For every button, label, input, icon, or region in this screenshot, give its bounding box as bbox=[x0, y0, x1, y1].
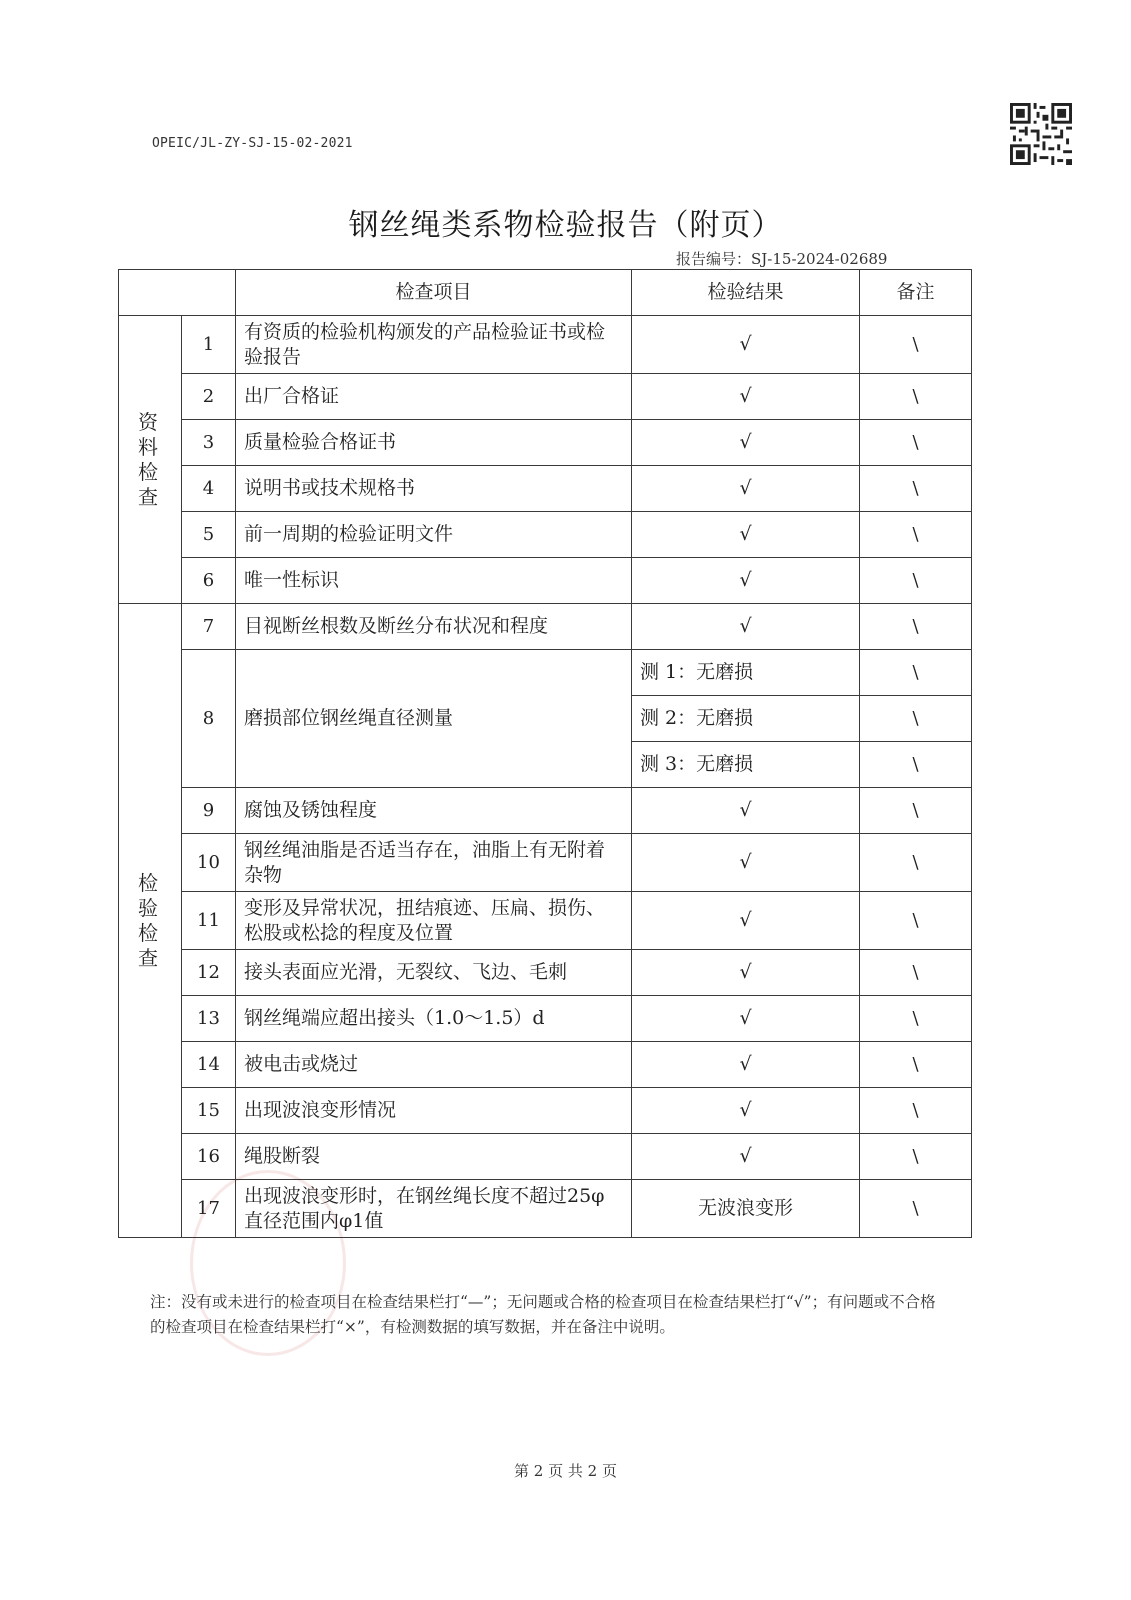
row-subresult: 测 1：无磨损 bbox=[632, 650, 860, 696]
row-number: 9 bbox=[182, 788, 236, 834]
row-note: \ bbox=[860, 512, 972, 558]
row-note: \ bbox=[860, 950, 972, 996]
row-item: 有资质的检验机构颁发的产品检验证书或检验报告 bbox=[236, 316, 632, 374]
row-note: \ bbox=[860, 558, 972, 604]
category-inspection: 检验检查 bbox=[119, 604, 182, 1238]
row-item: 钢丝绳端应超出接头（1.0～1.5）d bbox=[236, 996, 632, 1042]
table-row bbox=[119, 466, 972, 512]
row-note: \ bbox=[860, 996, 972, 1042]
row-number: 7 bbox=[182, 604, 236, 650]
row-number: 10 bbox=[182, 834, 236, 892]
row-item: 被电击或烧过 bbox=[236, 1042, 632, 1088]
table-row bbox=[119, 1042, 972, 1088]
row-result: √ bbox=[632, 466, 860, 512]
row-note: \ bbox=[860, 420, 972, 466]
row-note: \ bbox=[860, 742, 972, 788]
row-note: \ bbox=[860, 604, 972, 650]
table-row bbox=[119, 1134, 972, 1180]
row-result: √ bbox=[632, 996, 860, 1042]
row-result: 无波浪变形 bbox=[632, 1180, 860, 1238]
row-item: 出厂合格证 bbox=[236, 374, 632, 420]
row-note: \ bbox=[860, 1042, 972, 1088]
row-note: \ bbox=[860, 892, 972, 950]
row-subresult: 测 2：无磨损 bbox=[632, 696, 860, 742]
row-number: 14 bbox=[182, 1042, 236, 1088]
table-row bbox=[119, 512, 972, 558]
table-row bbox=[119, 558, 972, 604]
row-result: √ bbox=[632, 892, 860, 950]
row-number: 13 bbox=[182, 996, 236, 1042]
row-result: √ bbox=[632, 950, 860, 996]
row-item: 变形及异常状况，扭结痕迹、压扁、损伤、松股或松捻的程度及位置 bbox=[236, 892, 632, 950]
category-docs: 资料检查 bbox=[119, 316, 182, 604]
row-note: \ bbox=[860, 1088, 972, 1134]
header-note: 备注 bbox=[860, 270, 972, 316]
row-item: 前一周期的检验证明文件 bbox=[236, 512, 632, 558]
row-item: 接头表面应光滑，无裂纹、飞边、毛刺 bbox=[236, 950, 632, 996]
table-row bbox=[119, 650, 972, 696]
row-number: 5 bbox=[182, 512, 236, 558]
table-row bbox=[119, 1088, 972, 1134]
table-row bbox=[119, 892, 972, 950]
footnote: 注：没有或未进行的检查项目在检查结果栏打“—”；无问题或合格的检查项目在检查结果栏打“√”；有问题或不合格的检查项目在检查结果栏打“×”，有检测数据的填写数据，并在备注中说明。 bbox=[150, 1293, 936, 1336]
table-header-row bbox=[119, 270, 972, 316]
row-item: 出现波浪变形情况 bbox=[236, 1088, 632, 1134]
row-note: \ bbox=[860, 696, 972, 742]
row-item: 质量检验合格证书 bbox=[236, 420, 632, 466]
row-result: √ bbox=[632, 374, 860, 420]
row-result: √ bbox=[632, 512, 860, 558]
row-note: \ bbox=[860, 1134, 972, 1180]
row-number: 2 bbox=[182, 374, 236, 420]
row-result: √ bbox=[632, 1134, 860, 1180]
table-row bbox=[119, 604, 972, 650]
table-row bbox=[119, 950, 972, 996]
report-number: 报告编号：SJ-15-2024-02689 bbox=[676, 250, 888, 268]
row-note: \ bbox=[860, 466, 972, 512]
row-number: 1 bbox=[182, 316, 236, 374]
table-row bbox=[119, 996, 972, 1042]
row-number: 16 bbox=[182, 1134, 236, 1180]
row-note: \ bbox=[860, 650, 972, 696]
table-row bbox=[119, 316, 972, 374]
header-blank-cell bbox=[119, 270, 236, 316]
row-note: \ bbox=[860, 834, 972, 892]
table-row bbox=[119, 788, 972, 834]
table-row bbox=[119, 374, 972, 420]
table-row bbox=[119, 1180, 972, 1238]
row-result: √ bbox=[632, 420, 860, 466]
table-row bbox=[119, 834, 972, 892]
row-result: √ bbox=[632, 834, 860, 892]
row-subresult: 测 3：无磨损 bbox=[632, 742, 860, 788]
row-number: 15 bbox=[182, 1088, 236, 1134]
row-result: √ bbox=[632, 604, 860, 650]
row-result: √ bbox=[632, 316, 860, 374]
row-number: 8 bbox=[182, 650, 236, 788]
row-item: 腐蚀及锈蚀程度 bbox=[236, 788, 632, 834]
row-note: \ bbox=[860, 1180, 972, 1238]
row-number: 3 bbox=[182, 420, 236, 466]
row-item: 目视断丝根数及断丝分布状况和程度 bbox=[236, 604, 632, 650]
row-note: \ bbox=[860, 374, 972, 420]
row-number: 12 bbox=[182, 950, 236, 996]
row-note: \ bbox=[860, 316, 972, 374]
row-result: √ bbox=[632, 788, 860, 834]
page-number: 第 2 页 共 2 页 bbox=[514, 1462, 617, 1480]
page-title: 钢丝绳类系物检验报告（附页） bbox=[348, 208, 783, 243]
row-item: 出现波浪变形时，在钢丝绳长度不超过25φ直径范围内φ1值 bbox=[236, 1180, 632, 1238]
row-number: 6 bbox=[182, 558, 236, 604]
row-result: √ bbox=[632, 1042, 860, 1088]
header-result: 检验结果 bbox=[632, 270, 860, 316]
row-number: 4 bbox=[182, 466, 236, 512]
row-item: 唯一性标识 bbox=[236, 558, 632, 604]
row-number: 17 bbox=[182, 1180, 236, 1238]
row-note: \ bbox=[860, 788, 972, 834]
header-item: 检查项目 bbox=[236, 270, 632, 316]
row-number: 11 bbox=[182, 892, 236, 950]
row-result: √ bbox=[632, 558, 860, 604]
row-item: 说明书或技术规格书 bbox=[236, 466, 632, 512]
inspection-table bbox=[118, 269, 972, 1238]
document-code: OPEIC/JL-ZY-SJ-15-02-2021 bbox=[152, 136, 353, 151]
row-item: 钢丝绳油脂是否适当存在，油脂上有无附着杂物 bbox=[236, 834, 632, 892]
row-result: √ bbox=[632, 1088, 860, 1134]
qr-code-icon bbox=[1010, 103, 1072, 165]
row-item: 绳股断裂 bbox=[236, 1134, 632, 1180]
row-item: 磨损部位钢丝绳直径测量 bbox=[236, 650, 632, 788]
table-row bbox=[119, 420, 972, 466]
